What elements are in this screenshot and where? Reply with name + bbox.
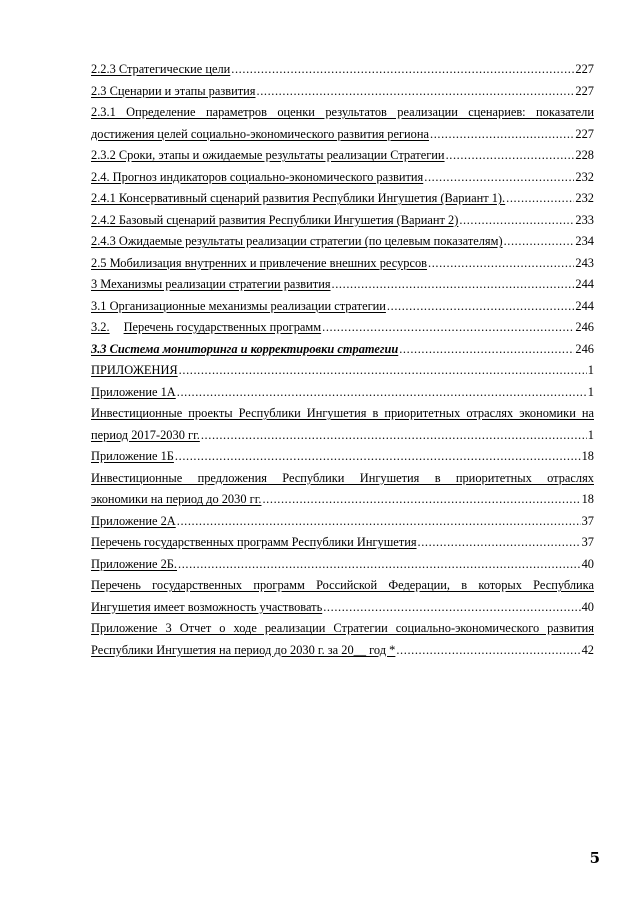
toc-entry[interactable] — [91, 382, 594, 404]
toc-entry-page: 243 — [575, 255, 594, 270]
toc-entry[interactable] — [91, 253, 594, 275]
toc-leader-dots — [396, 640, 580, 662]
toc-entry-page: 228 — [575, 148, 594, 162]
toc-entry-page: 244 — [575, 298, 594, 313]
toc-entry-page: 244 — [575, 277, 594, 291]
toc-entry-title[interactable]: Республики Ингушетия на период до 2030 г. за 20__ год * — [91, 642, 396, 657]
toc-entry-title[interactable]: достижения целей социально-экономического развития региона — [91, 126, 430, 141]
toc-entry-title[interactable]: 2.5 Мобилизация внутренних и привлечение внешних ресурсов — [91, 255, 428, 270]
toc-entry-number: 3.2. — [91, 320, 110, 334]
toc-entry-page: 1 — [587, 427, 594, 442]
page-number: 5 — [589, 849, 600, 867]
toc-leader-dots — [322, 317, 574, 339]
toc-leader-dots — [257, 81, 575, 103]
toc-entry[interactable] — [91, 532, 594, 554]
toc-entry-title[interactable]: 2.2.3 Стратегические цели — [91, 62, 231, 76]
toc-entry-title[interactable]: 3.1 Организационные механизмы реализации стратегии — [91, 298, 386, 313]
toc-leader-dots — [430, 124, 574, 146]
toc-entry[interactable] — [91, 274, 594, 296]
toc-entry-text: Перечень государственных программ — [123, 320, 322, 334]
toc-entry[interactable] — [91, 210, 594, 232]
toc-entry-page: 37 — [581, 535, 594, 549]
toc-entry-page: 246 — [575, 341, 594, 356]
toc-entry-title[interactable]: 2.3.2 Сроки, этапы и ожидаемые результаты реализации Стратегии — [91, 148, 445, 162]
toc-entry-page: 246 — [575, 320, 594, 334]
toc-entry-title-line1[interactable]: Приложение 3 Отчет о ходе реализации Стратегии социально-экономического развития — [91, 621, 594, 635]
toc-entry-page: 40 — [581, 556, 594, 571]
toc-entry-title-line1[interactable]: Перечень государственных программ Российской Федерации, в которых Республика — [91, 578, 594, 592]
table-of-contents — [91, 59, 594, 661]
toc-entry[interactable] — [91, 468, 594, 511]
toc-entry-title-line1[interactable]: Инвестиционные проекты Республики Ингушетия в приоритетных отраслях экономики на — [91, 406, 594, 420]
toc-leader-dots — [175, 446, 581, 468]
toc-entry[interactable] — [91, 360, 594, 382]
toc-entry-title[interactable] — [91, 317, 321, 339]
toc-entry[interactable] — [91, 102, 594, 145]
toc-leader-dots — [262, 489, 580, 511]
toc-entry[interactable] — [91, 618, 594, 661]
toc-entry-title[interactable]: Ингушетия имеет возможность участвовать — [91, 599, 323, 614]
toc-leader-dots — [332, 274, 575, 296]
toc-entry[interactable] — [91, 511, 594, 533]
toc-entry-title[interactable]: 2.4.1 Консервативный сценарий развития Республики Ингушетия (Вариант 1). — [91, 191, 506, 205]
toc-entry[interactable] — [91, 317, 594, 339]
toc-leader-dots — [428, 253, 574, 275]
toc-entry-page: 232 — [575, 191, 594, 205]
toc-entry-page: 232 — [575, 169, 594, 184]
toc-entry-title-line1[interactable]: Инвестиционные предложения Республики Ингушетия в приоритетных отраслях — [91, 470, 594, 485]
toc-leader-dots — [459, 210, 574, 232]
toc-entry-page: 233 — [575, 212, 594, 227]
toc-entry[interactable] — [91, 188, 594, 210]
toc-entry[interactable] — [91, 575, 594, 618]
toc-leader-dots — [399, 339, 574, 361]
toc-entry-title[interactable]: 3.3 Система мониторинга и корректировки стратегии — [91, 341, 399, 356]
toc-entry-title[interactable]: Приложение 1Б — [91, 449, 174, 463]
toc-entry[interactable] — [91, 231, 594, 253]
toc-entry-title[interactable]: ПРИЛОЖЕНИЯ — [91, 363, 178, 377]
toc-leader-dots — [201, 425, 587, 447]
toc-leader-dots — [418, 532, 581, 554]
toc-entry-title[interactable]: 3 Механизмы реализации стратегии развития — [91, 277, 331, 291]
toc-entry[interactable] — [91, 554, 594, 576]
toc-entry-title-line1[interactable]: 2.3.1 Определение параметров оценки результатов реализации сценариев: показатели — [91, 105, 594, 119]
toc-leader-dots — [506, 188, 574, 210]
toc-entry-title[interactable]: экономики на период до 2030 гг. — [91, 492, 262, 506]
toc-entry-title[interactable]: 2.4. Прогноз индикаторов социально-экономического развития — [91, 169, 424, 184]
toc-entry[interactable] — [91, 403, 594, 446]
toc-entry-page: 1 — [587, 384, 594, 399]
toc-entry[interactable] — [91, 446, 594, 468]
toc-entry-title[interactable]: Приложение 2Б. — [91, 556, 178, 571]
toc-leader-dots — [177, 511, 581, 533]
toc-entry-page: 18 — [581, 492, 594, 506]
toc-leader-dots — [179, 360, 587, 382]
toc-entry-page: 234 — [575, 234, 594, 248]
toc-entry[interactable] — [91, 339, 594, 361]
toc-leader-dots — [178, 554, 581, 576]
toc-leader-dots — [504, 231, 575, 253]
toc-entry-page: 1 — [587, 363, 594, 377]
toc-entry-page: 227 — [575, 62, 594, 76]
toc-entry-page: 18 — [581, 449, 594, 463]
toc-leader-dots — [177, 382, 587, 404]
toc-entry-page: 227 — [575, 126, 594, 141]
toc-entry-title[interactable]: период 2017-2030 гг. — [91, 427, 200, 442]
toc-entry-title[interactable]: Приложение 2А — [91, 513, 176, 528]
toc-entry-title[interactable]: 2.3 Сценарии и этапы развития — [91, 83, 256, 98]
toc-entry[interactable] — [91, 167, 594, 189]
toc-entry-page: 42 — [581, 642, 594, 657]
toc-entry-page: 37 — [581, 513, 594, 528]
toc-entry[interactable] — [91, 81, 594, 103]
toc-leader-dots — [424, 167, 574, 189]
toc-leader-dots — [446, 145, 575, 167]
toc-entry-page: 40 — [581, 599, 594, 614]
toc-leader-dots — [231, 59, 574, 81]
toc-entry-title[interactable]: Перечень государственных программ Республики Ингушетия — [91, 535, 417, 549]
toc-entry-title[interactable]: Приложение 1А — [91, 384, 176, 399]
toc-entry[interactable] — [91, 59, 594, 81]
toc-entry-page: 227 — [575, 83, 594, 98]
toc-leader-dots — [323, 597, 580, 619]
toc-entry-title[interactable]: 2.4.3 Ожидаемые результаты реализации стратегии (по целевым показателям) — [91, 234, 503, 248]
toc-entry-title[interactable]: 2.4.2 Базовый сценарий развития Республики Ингушетия (Вариант 2) — [91, 212, 459, 227]
toc-entry[interactable] — [91, 296, 594, 318]
toc-leader-dots — [387, 296, 574, 318]
toc-entry[interactable] — [91, 145, 594, 167]
